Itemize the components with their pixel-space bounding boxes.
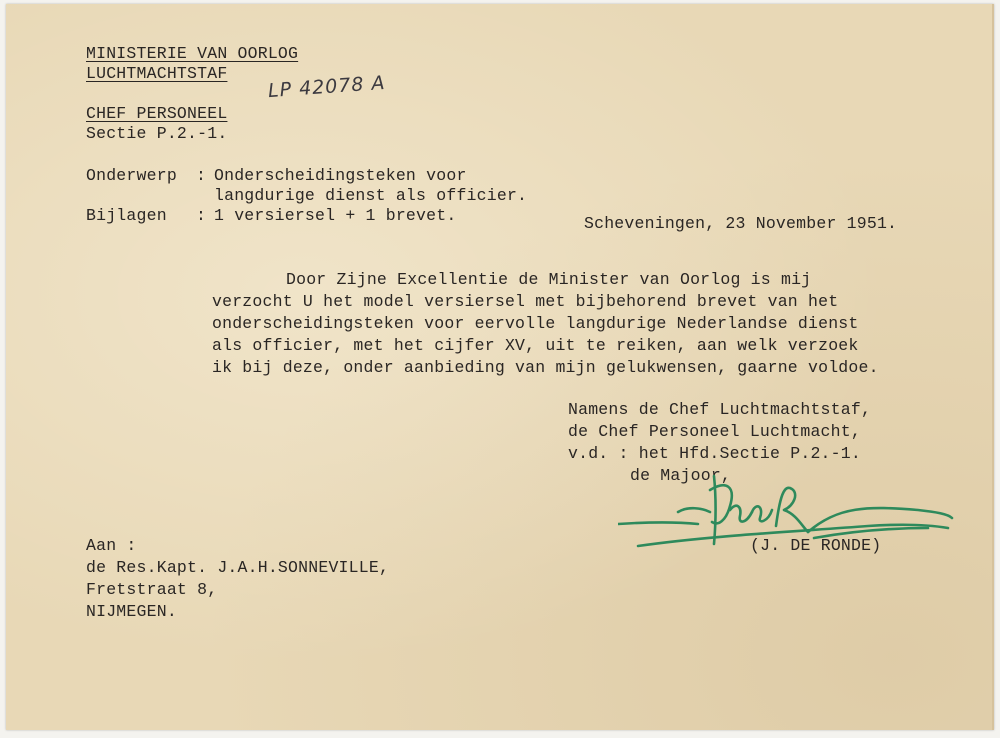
signature-line-1: Namens de Chef Luchtmachtstaf, xyxy=(568,400,872,419)
signature-line-2: de Chef Personeel Luchtmacht, xyxy=(568,422,861,441)
body-line-4: als officier, met het cijfer XV, uit te reiken, aan welk verzoek xyxy=(212,336,859,355)
signature-line-4: de Majoor, xyxy=(630,466,732,485)
letter-page xyxy=(6,4,994,730)
body-line-1: Door Zijne Excellentie de Minister van Oorlog is mij xyxy=(286,270,812,289)
place-date: Scheveningen, 23 November 1951. xyxy=(584,214,898,233)
recipient-line-2: Fretstraat 8, xyxy=(86,580,218,599)
recipient-line-1: de Res.Kapt. J.A.H.SONNEVILLE, xyxy=(86,558,390,577)
department-heading: CHEF PERSONEEL xyxy=(86,104,228,123)
attachments-separator: : xyxy=(196,206,207,225)
recipient-line-3: NIJMEGEN. xyxy=(86,602,177,621)
subject-line-1: Onderscheidingsteken voor xyxy=(214,166,467,185)
signatory-name: (J. DE RONDE) xyxy=(750,536,882,555)
body-line-3: onderscheidingsteken voor eervolle langdurige Nederlandse dienst xyxy=(212,314,859,333)
attachments-value: 1 versiersel + 1 brevet. xyxy=(214,206,457,225)
subject-separator: : xyxy=(196,166,207,185)
section-code: Sectie P.2.-1. xyxy=(86,124,228,143)
body-line-2: verzocht U het model versiersel met bijbehorend brevet van het xyxy=(212,292,839,311)
attachments-label: Bijlagen xyxy=(86,206,167,225)
subject-line-2: langdurige dienst als officier. xyxy=(214,186,528,205)
staff-heading: LUCHTMACHTSTAF xyxy=(86,64,228,83)
ministry-heading: MINISTERIE VAN OORLOG xyxy=(86,44,299,63)
subject-label: Onderwerp xyxy=(86,166,177,185)
signature-line-3: v.d. : het Hfd.Sectie P.2.-1. xyxy=(568,444,861,463)
handwritten-reference: LP 42078 A xyxy=(267,71,387,103)
recipient-label: Aan : xyxy=(86,536,137,555)
body-line-5: ik bij deze, onder aanbieding van mijn gelukwensen, gaarne voldoe. xyxy=(212,358,879,377)
